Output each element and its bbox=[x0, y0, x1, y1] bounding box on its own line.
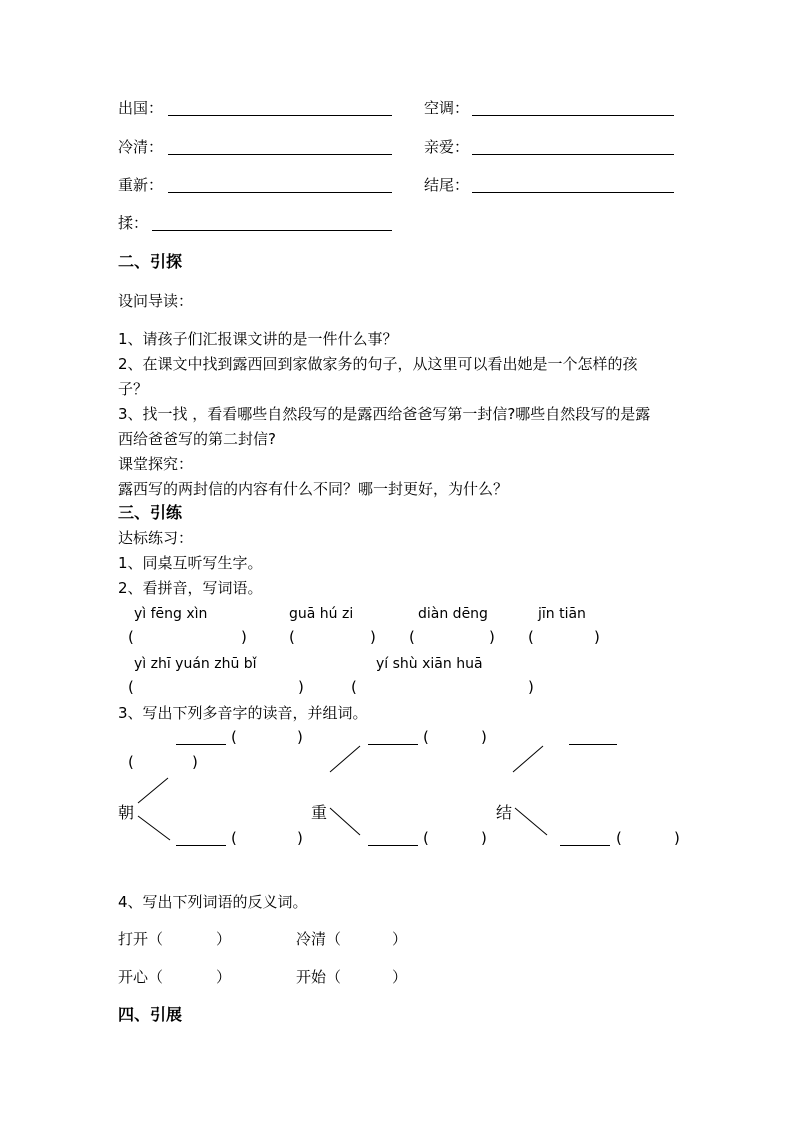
word-label-chuguo: 出国： bbox=[118, 99, 164, 117]
pinyin-item: jīn tiān bbox=[538, 606, 586, 622]
paren-open: ( bbox=[289, 628, 295, 646]
paren-close: ） bbox=[392, 930, 408, 948]
section-heading-yinzhan: 四、引展 bbox=[118, 1005, 183, 1024]
section-heading-yintan: 二、引探 bbox=[118, 252, 183, 271]
antonym-item-lengqing: 冷清（ bbox=[296, 930, 342, 948]
paren-open: ( bbox=[128, 753, 134, 771]
question-2-line1: 2、在课文中找到露西回到家做家务的句子，从这里可以看出她是一个怎样的孩 bbox=[118, 355, 638, 373]
paren-close: ） bbox=[216, 968, 232, 986]
pinyin-blank[interactable] bbox=[560, 845, 610, 846]
paren-close: ) bbox=[298, 678, 304, 696]
paren-close: ) bbox=[674, 829, 680, 847]
polyphone-char-jie: 结 bbox=[496, 803, 513, 822]
paren-open: ( bbox=[409, 628, 415, 646]
word-label-lengqing: 冷清： bbox=[118, 138, 164, 156]
pinyin-blank[interactable] bbox=[368, 744, 418, 745]
pinyin-item: yì zhī yuán zhū bǐ bbox=[134, 656, 257, 672]
paren-close: ) bbox=[528, 678, 534, 696]
paren-open: ( bbox=[128, 678, 134, 696]
pinyin-item: diàn dēng bbox=[418, 606, 488, 622]
pinyin-blank[interactable] bbox=[368, 845, 418, 846]
paren-close: ) bbox=[481, 728, 487, 746]
explore-question: 露西写的两封信的内容有什么不同？哪一封更好，为什么？ bbox=[118, 480, 509, 498]
paren-open: ( bbox=[351, 678, 357, 696]
pinyin-item: yí shù xiān huā bbox=[376, 656, 483, 672]
pinyin-item: guā hú zi bbox=[289, 606, 354, 622]
question-3-line1: 3、找一找 ，看看哪些自然段写的是露西给爸爸写第一封信?哪些自然段写的是露 bbox=[118, 405, 651, 423]
antonym-item-dakai: 打开（ bbox=[118, 930, 164, 948]
paren-open: ( bbox=[231, 728, 237, 746]
branch-line bbox=[330, 808, 360, 835]
word-label-jiewei: 结尾： bbox=[424, 176, 470, 194]
practice-label: 达标练习： bbox=[118, 529, 194, 547]
section-heading-yinlian: 三、引练 bbox=[118, 503, 183, 522]
polyphone-char-zhong: 重 bbox=[311, 803, 328, 822]
antonym-item-kaishi: 开始（ bbox=[296, 968, 342, 986]
pinyin-blank[interactable] bbox=[176, 744, 226, 745]
branch-line bbox=[138, 816, 170, 840]
branch-line bbox=[515, 808, 547, 835]
question-2-line2: 子？ bbox=[118, 380, 149, 398]
word-label-kongtiao: 空调： bbox=[424, 99, 470, 117]
explore-label: 课堂探究： bbox=[118, 455, 194, 473]
task-2: 2、看拼音，写词语。 bbox=[118, 579, 263, 597]
paren-close: ) bbox=[297, 728, 303, 746]
pinyin-blank[interactable] bbox=[569, 744, 617, 745]
guide-label: 设问导读： bbox=[118, 292, 194, 310]
branch-line bbox=[138, 778, 168, 803]
paren-close: ) bbox=[192, 753, 198, 771]
paren-close: ) bbox=[594, 628, 600, 646]
paren-open: ( bbox=[616, 829, 622, 847]
antonym-item-kaixin: 开心（ bbox=[118, 968, 164, 986]
paren-close: ) bbox=[370, 628, 376, 646]
branch-line bbox=[513, 746, 543, 772]
paren-close: ) bbox=[481, 829, 487, 847]
paren-close: ) bbox=[489, 628, 495, 646]
pinyin-blank[interactable] bbox=[176, 845, 226, 846]
polyphone-char-zhao: 朝 bbox=[118, 803, 135, 822]
question-3-line2: 西给爸爸写的第二封信? bbox=[118, 430, 276, 448]
task-1: 1、同桌互听写生字。 bbox=[118, 554, 263, 572]
branch-line bbox=[330, 746, 360, 772]
paren-close: ) bbox=[297, 829, 303, 847]
word-label-qinai: 亲爱： bbox=[424, 138, 470, 156]
task-3: 3、写出下列多音字的读音，并组词。 bbox=[118, 704, 368, 722]
paren-open: ( bbox=[231, 829, 237, 847]
paren-open: ( bbox=[423, 728, 429, 746]
paren-open: ( bbox=[128, 628, 134, 646]
word-label-chongxin: 重新： bbox=[118, 176, 164, 194]
paren-close: ） bbox=[392, 968, 408, 986]
paren-close: ） bbox=[216, 930, 232, 948]
task-4: 4、写出下列词语的反义词。 bbox=[118, 893, 308, 911]
question-1: 1、请孩子们汇报课文讲的是一件什么事？ bbox=[118, 330, 398, 348]
word-label-rou: 揉： bbox=[118, 214, 149, 232]
pinyin-item: yì fēng xìn bbox=[134, 606, 208, 622]
paren-open: ( bbox=[423, 829, 429, 847]
paren-open: ( bbox=[528, 628, 534, 646]
paren-close: ) bbox=[241, 628, 247, 646]
